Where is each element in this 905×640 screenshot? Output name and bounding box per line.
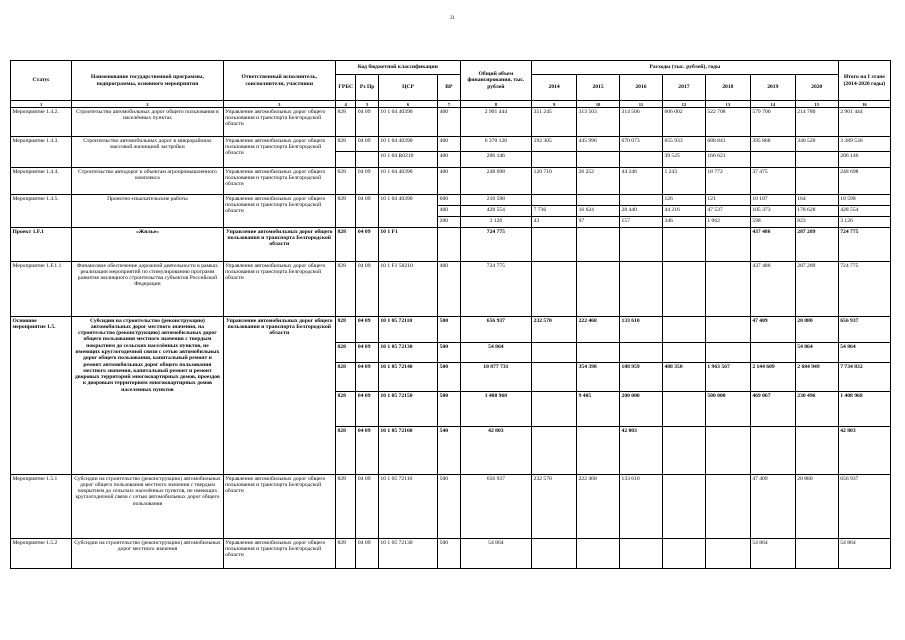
row-year-value: [620, 228, 663, 262]
row-vr: 200: [438, 217, 460, 228]
col-number: 16: [838, 101, 890, 108]
header-year: 2018: [705, 75, 750, 101]
row-year-value: 54 864: [750, 539, 795, 569]
row-year-value: [532, 539, 577, 569]
row-year-value: [532, 363, 577, 392]
row-year-value: 20 880: [795, 317, 838, 343]
table-row: [11, 228, 891, 262]
row-name: Субсидии на строительство (реконструкцию) автомобильных дорог местного значения, на строительство (реконструкцию) автомобильных дорог общего пользования местного значения с твердым покрытием до сельских населённых пунктов, не имеющих круглогодичной связи с сетью автомобильных дорог общего пользования, капитальный ремонт и ремонт автомобильных дорог общего пользования местного значения, капитальный ремонт и ремонт дворовых территорий многоквартирных домов, проездов к дворовым территориям многоквартирных домов населенных пунктов: [72, 317, 223, 475]
row-year-value: [705, 228, 750, 262]
row-year-value: 1 062: [705, 217, 750, 228]
row-year-value: [750, 427, 795, 475]
row-stage-total: 248 698: [838, 168, 890, 195]
header-year: 2017: [662, 75, 705, 101]
row-year-value: 395 868: [750, 137, 795, 152]
row-year-value: 1 243: [662, 168, 705, 195]
row-year-value: [662, 539, 705, 569]
table-row: [11, 168, 891, 195]
row-stage-total: 54 864: [838, 343, 890, 363]
table-row: [11, 108, 891, 137]
row-name: Строительство автодорог к объектам агропромышленного комплекса: [72, 168, 223, 195]
header-status: Статус: [11, 61, 72, 101]
row-year-value: [705, 475, 750, 539]
row-responsible: Управление автомобильных дорог общего пользования и транспорта Белгородской области: [223, 539, 335, 569]
row-year-value: 222 468: [577, 317, 620, 343]
row-total: 3 126: [460, 217, 532, 228]
row-responsible: Управление автомобильных дорог общего пользования и транспорта Белгородской области: [223, 475, 335, 539]
row-year-value: [577, 539, 620, 569]
row-total: 428 554: [460, 206, 532, 217]
row-name: Строительство автомобильных дорог в микрорайонах массовой жилищной застройки: [72, 137, 223, 168]
row-total: 656 937: [460, 317, 532, 343]
row-vr: 500: [438, 317, 460, 343]
row-year-value: [662, 343, 705, 363]
row-year-value: 823: [795, 217, 838, 228]
row-csr: 10 1 04 R0210: [378, 152, 437, 168]
row-year-value: 120 710: [532, 168, 577, 195]
row-year-value: 105 373: [750, 206, 795, 217]
row-csr: 10 1 04 40390: [378, 137, 437, 152]
row-vr: 400: [438, 152, 460, 168]
row-total: 6 370 120: [460, 137, 532, 152]
row-name: Строительство автомобильных дорог общего пользования в населённых пунктах: [72, 108, 223, 137]
row-stage-total: 206 146: [838, 152, 890, 168]
row-total: 42 803: [460, 427, 532, 475]
header-grbs: ГРБС: [335, 75, 355, 101]
row-year-value: 108 959: [620, 363, 663, 392]
header-rz-pr: Рз Пр: [356, 75, 378, 101]
row-vr: 400: [438, 206, 460, 217]
table-row: [11, 475, 891, 539]
row-rz-pr: 04 09: [356, 137, 378, 152]
row-year-value: 44 216: [662, 206, 705, 217]
row-vr: 500: [438, 363, 460, 392]
row-responsible: Управление автомобильных дорог общего пользования и транспорта Белгородской области: [223, 317, 335, 475]
row-year-value: 121: [705, 195, 750, 206]
row-rz-pr: 04 09: [356, 317, 378, 343]
row-year-value: 47 409: [750, 475, 795, 539]
row-year-value: 351 245: [532, 108, 577, 137]
row-grbs: 828: [335, 392, 355, 427]
header-expenses: Расходы (тыс. рублей), годы: [532, 61, 839, 75]
row-year-value: [662, 262, 705, 317]
row-year-value: 655 933: [662, 137, 705, 152]
row-year-value: [705, 343, 750, 363]
row-year-value: [750, 343, 795, 363]
row-stage-total: 10 598: [838, 195, 890, 206]
row-year-value: 469 067: [750, 392, 795, 427]
row-vr: 500: [438, 343, 460, 363]
row-year-value: 445 996: [577, 137, 620, 152]
row-total: 1 408 968: [460, 392, 532, 427]
row-year-value: [795, 539, 838, 569]
row-total: 10 877 731: [460, 363, 532, 392]
row-vr: 400: [438, 137, 460, 152]
row-rz-pr: 04 09: [356, 475, 378, 539]
col-number: 3: [223, 101, 335, 108]
row-csr: 10 1 F1 50210: [378, 262, 437, 317]
row-stage-total: 54 864: [838, 539, 890, 569]
row-year-value: [532, 152, 577, 168]
row-year-value: [795, 152, 838, 168]
row-status: Мероприятие 1.4.3.: [11, 137, 72, 168]
row-year-value: 39 525: [662, 152, 705, 168]
row-year-value: 192 305: [532, 137, 577, 152]
row-year-value: 20 880: [795, 475, 838, 539]
row-responsible: Управление автомобильных дорог общего пользования и транспорта Белгородской области: [223, 262, 335, 317]
row-stage-total: 724 775: [838, 262, 890, 317]
row-year-value: 340 520: [795, 137, 838, 152]
col-number: 8: [460, 101, 532, 108]
row-year-value: 10 187: [750, 195, 795, 206]
row-year-value: [577, 195, 620, 206]
header-year: 2019: [750, 75, 795, 101]
table-row: [11, 262, 891, 317]
row-status: Мероприятие 1.4.5.: [11, 195, 72, 228]
row-year-value: 47 409: [750, 317, 795, 343]
col-number: 9: [532, 101, 577, 108]
row-year-value: 579 700: [750, 108, 795, 137]
row-stage-total: 7 734 832: [838, 363, 890, 392]
row-grbs: 828: [335, 427, 355, 475]
header-total-volume: Общий объем финансирования, тыс. рублей: [460, 61, 532, 101]
row-year-value: [577, 262, 620, 317]
row-vr: 400: [438, 168, 460, 195]
row-rz-pr: 04 09: [356, 168, 378, 195]
row-year-value: [577, 228, 620, 262]
column-numbers-row: [11, 101, 891, 108]
row-year-value: [532, 427, 577, 475]
row-status: Мероприятие 1.F.1.1: [11, 262, 72, 317]
row-year-value: 166 621: [705, 152, 750, 168]
row-responsible: Управление автомобильных дорог общего пользования и транспорта Белгородской области: [223, 137, 335, 168]
col-number: 1: [11, 101, 72, 108]
row-year-value: 500 000: [705, 392, 750, 427]
row-rz-pr: 04 09: [356, 539, 378, 569]
row-grbs: 828: [335, 343, 355, 363]
header-budget-code: Код бюджетной классификации: [335, 61, 460, 75]
row-year-value: 37 475: [750, 168, 795, 195]
row-grbs: 828: [335, 228, 355, 262]
header-vr: ВР: [438, 75, 460, 101]
row-year-value: [532, 392, 577, 427]
row-year-value: 314 506: [620, 108, 663, 137]
row-total: 248 698: [460, 168, 532, 195]
col-number: 12: [662, 101, 705, 108]
row-year-value: [620, 539, 663, 569]
row-year-value: [705, 262, 750, 317]
row-csr: 10 1 05 72140: [378, 363, 437, 392]
header-year: 2016: [620, 75, 663, 101]
col-number: 7: [438, 101, 460, 108]
header-name: Наименование государственной программы, подпрограммы, основного мероприятия: [72, 61, 223, 101]
row-year-value: 222 468: [577, 475, 620, 539]
row-total: 54 864: [460, 539, 532, 569]
row-csr: 10 1 05 72130: [378, 539, 437, 569]
row-csr: 10 1 05 72160: [378, 427, 437, 475]
row-stage-total: 656 937: [838, 317, 890, 343]
row-rz-pr: 04 09: [356, 228, 378, 262]
row-vr: 500: [438, 539, 460, 569]
row-year-value: [620, 343, 663, 363]
row-status: Основное мероприятие 1.5.: [11, 317, 72, 475]
row-year-value: [532, 343, 577, 363]
row-responsible: Управление автомобильных дорог общего пользования и транспорта Белгородской области: [223, 195, 335, 228]
row-year-value: [750, 152, 795, 168]
row-year-value: 488 350: [662, 363, 705, 392]
row-grbs: 828: [335, 363, 355, 392]
row-year-value: 47 537: [705, 206, 750, 217]
page-number: 31: [450, 16, 455, 21]
table-row: [11, 539, 891, 569]
row-rz-pr: 04 09: [356, 262, 378, 317]
row-stage-total: 1 408 968: [838, 392, 890, 427]
row-year-value: [705, 427, 750, 475]
row-rz-pr: 04 09: [356, 427, 378, 475]
row-year-value: [705, 317, 750, 343]
row-vr: 500: [438, 475, 460, 539]
row-year-value: 97: [577, 217, 620, 228]
col-number: 10: [577, 101, 620, 108]
row-year-value: 437 486: [750, 228, 795, 262]
row-year-value: 44 246: [620, 168, 663, 195]
row-year-value: 7 736: [532, 206, 577, 217]
row-year-value: 42 803: [620, 427, 663, 475]
row-year-value: 232 570: [532, 317, 577, 343]
row-year-value: 232 570: [532, 475, 577, 539]
row-year-value: 54 864: [795, 343, 838, 363]
row-csr: 10 1 05 72110: [378, 317, 437, 343]
table-row: [11, 195, 891, 206]
row-csr: 10 1 F1: [378, 228, 437, 262]
row-year-value: 522 708: [705, 108, 750, 137]
row-stage-total: 656 937: [838, 475, 890, 539]
row-rz-pr: 04 09: [356, 195, 378, 228]
row-year-value: 16 624: [577, 206, 620, 217]
row-year-value: [620, 262, 663, 317]
row-year-value: 214 780: [795, 108, 838, 137]
row-stage-total: 3 126: [838, 217, 890, 228]
row-grbs: 828: [335, 539, 355, 569]
row-year-value: 354 398: [577, 363, 620, 392]
row-grbs: 828: [335, 317, 355, 343]
row-status: Мероприятие 1.4.2.: [11, 108, 72, 137]
header-csr: ЦСР: [378, 75, 437, 101]
header-year: 2020: [795, 75, 838, 101]
col-number: 2: [72, 101, 223, 108]
row-vr: 400: [438, 108, 460, 137]
row-name: Проектно-изыскательские работы: [72, 195, 223, 228]
row-name: «Жилье»: [72, 228, 223, 262]
col-number: 4: [335, 101, 355, 108]
row-year-value: 178 628: [795, 206, 838, 217]
col-number: 11: [620, 101, 663, 108]
row-total: 724 775: [460, 228, 532, 262]
row-year-value: 200 000: [620, 392, 663, 427]
row-year-value: [662, 427, 705, 475]
row-csr: 10 1 04 40390: [378, 168, 437, 195]
row-year-value: [532, 195, 577, 206]
row-year-value: 28 440: [620, 206, 663, 217]
row-csr: 10 1 04 40390: [378, 195, 437, 228]
row-name: Финансовое обеспечение дорожной деятельности в рамках реализации мероприятий по стимулированию программ развития жилищного строительства субъектов Российской Федерации: [72, 262, 223, 317]
table-row: [11, 137, 891, 152]
row-year-value: [620, 152, 663, 168]
header-stage-total: Итого на I этапе (2014-2020 годы): [838, 61, 890, 101]
col-number: 13: [705, 101, 750, 108]
row-vr: [438, 228, 460, 262]
row-csr: 10 1 05 72110: [378, 475, 437, 539]
row-total: 724 775: [460, 262, 532, 317]
row-year-value: 126: [662, 195, 705, 206]
row-name: Субсидии на строительство (реконструкцию) автомобильных дорог общего пользования местного значения с твердым покрытием до сельских населённых пунктов, не имеющих круглогодичной связи с сетью автомобильных дорог общего пользования: [72, 475, 223, 539]
row-responsible: Управление автомобильных дорог общего пользования и транспорта Белгородской области: [223, 168, 335, 195]
row-year-value: [795, 427, 838, 475]
row-status: Проект 1.F.1: [11, 228, 72, 262]
row-vr: 540: [438, 427, 460, 475]
row-year-value: 157: [620, 217, 663, 228]
row-year-value: 133 610: [620, 475, 663, 539]
row-year-value: 133 610: [620, 317, 663, 343]
row-grbs: 828: [335, 108, 355, 137]
row-vr: 500: [438, 392, 460, 427]
row-year-value: [662, 228, 705, 262]
row-rz-pr: 04 09: [356, 392, 378, 427]
row-year-value: [577, 152, 620, 168]
row-csr: 10 1 05 72150: [378, 392, 437, 427]
col-number: 6: [378, 101, 437, 108]
row-year-value: 2 144 609: [750, 363, 795, 392]
header-responsible: Ответственный исполнитель, соисполнители, участники: [223, 61, 335, 101]
row-stage-total: 3 389 536: [838, 137, 890, 152]
row-year-value: 670 073: [620, 137, 663, 152]
row-year-value: [662, 475, 705, 539]
row-year-value: 230 496: [795, 392, 838, 427]
row-year-value: 437 486: [750, 262, 795, 317]
row-year-value: 346: [662, 217, 705, 228]
row-stage-total: 428 554: [838, 206, 890, 217]
row-rz-pr: 04 09: [356, 108, 378, 137]
row-stage-total: 724 775: [838, 228, 890, 262]
row-year-value: 164: [795, 195, 838, 206]
row-name: Субсидии на строительство (реконструкцию) автомобильных дорог местного значения: [72, 539, 223, 569]
row-year-value: 313 503: [577, 108, 620, 137]
row-year-value: [662, 392, 705, 427]
row-year-value: 9 405: [577, 392, 620, 427]
row-year-value: [577, 343, 620, 363]
row-responsible: Управление автомобильных дорог общего пользования и транспорта Белгородской области: [223, 228, 335, 262]
col-number: 5: [356, 101, 378, 108]
row-status: Мероприятие 1.4.4.: [11, 168, 72, 195]
row-year-value: 606 002: [662, 108, 705, 137]
row-status: Мероприятие 1.5.1: [11, 475, 72, 539]
row-csr: 10 1 05 72130: [378, 343, 437, 363]
row-year-value: 26 252: [577, 168, 620, 195]
row-year-value: 598: [750, 217, 795, 228]
row-total: 210 598: [460, 195, 532, 206]
row-vr: 600: [438, 195, 460, 206]
row-rz-pr: 04 09: [356, 363, 378, 392]
row-stage-total: 42 803: [838, 427, 890, 475]
row-year-value: [795, 168, 838, 195]
row-year-value: 43: [532, 217, 577, 228]
row-year-value: 688 841: [705, 137, 750, 152]
row-stage-total: 2 901 444: [838, 108, 890, 137]
header-year: 2015: [577, 75, 620, 101]
row-total: 656 937: [460, 475, 532, 539]
row-grbs: 828: [335, 195, 355, 228]
row-year-value: [662, 317, 705, 343]
row-total: 54 864: [460, 343, 532, 363]
row-year-value: 18 772: [705, 168, 750, 195]
row-grbs: 828: [335, 475, 355, 539]
row-grbs: [335, 152, 355, 168]
row-year-value: 2 684 949: [795, 363, 838, 392]
col-number: 14: [750, 101, 795, 108]
expenses-table: [10, 60, 891, 569]
table-row: [11, 317, 891, 343]
row-year-value: [532, 262, 577, 317]
row-year-value: [620, 195, 663, 206]
col-number: 15: [795, 101, 838, 108]
row-year-value: [705, 539, 750, 569]
row-year-value: [577, 427, 620, 475]
row-rz-pr: 04 09: [356, 343, 378, 363]
row-vr: 400: [438, 262, 460, 317]
header-year: 2014: [532, 75, 577, 101]
row-grbs: 828: [335, 168, 355, 195]
row-responsible: Управление автомобильных дорог общего пользования и транспорта Белгородской области: [223, 108, 335, 137]
row-year-value: [532, 228, 577, 262]
row-year-value: 287 289: [795, 262, 838, 317]
row-rz-pr: [356, 152, 378, 168]
row-grbs: 828: [335, 137, 355, 152]
row-status: Мероприятие 1.5.2: [11, 539, 72, 569]
row-csr: 10 1 04 40390: [378, 108, 437, 137]
row-grbs: 828: [335, 262, 355, 317]
row-year-value: 1 963 567: [705, 363, 750, 392]
row-year-value: 287 289: [795, 228, 838, 262]
row-total: 2 901 444: [460, 108, 532, 137]
row-total: 206 146: [460, 152, 532, 168]
